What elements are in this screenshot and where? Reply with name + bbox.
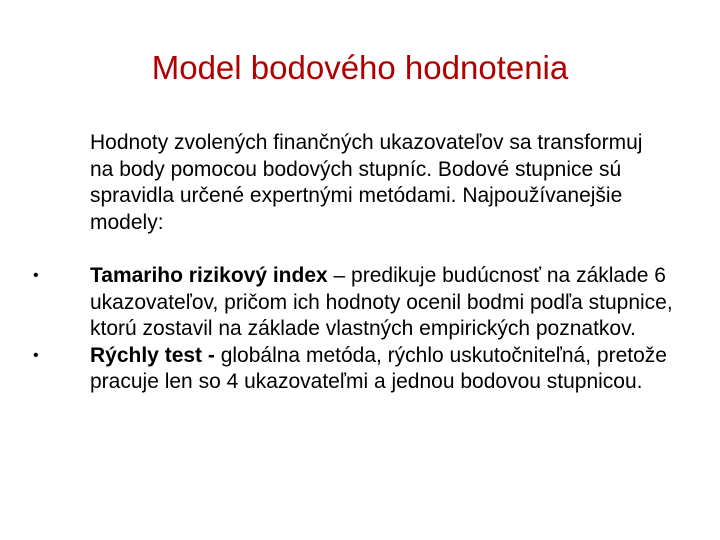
model-list xyxy=(0,263,720,396)
list-item-quick-test xyxy=(0,343,680,396)
slide-title: Model bodového hodnotenia xyxy=(151,49,569,86)
list-item-term: Rýchly test - xyxy=(90,343,215,367)
list-item-text: globálna metóda, rýchlo uskutočniteľná, pretože pracuje len so 4 ukazovateľmi a jednou bodovou stupnicou. xyxy=(90,343,667,393)
list-item-tamari xyxy=(0,263,680,343)
list-item-term: Tamariho rizikový index xyxy=(90,264,328,287)
bullet-icon: • xyxy=(33,267,39,284)
bullet-icon: • xyxy=(33,346,39,364)
intro-paragraph: Hodnoty zvolených finančných ukazovateľov sa transformuj na body pomocou bodových stupníc. Bodové stupnice sú spravidla určené expertnými metódami. Najpoužívanejšie modely: xyxy=(90,131,643,234)
list-item-text: – predikuje budúcnosť na základe 6 ukazovateľov, pričom ich hodnoty ocenil bodmi podľa stupnice, ktorú zostavil na základe vlastných empirických poznatkov. xyxy=(90,264,673,340)
